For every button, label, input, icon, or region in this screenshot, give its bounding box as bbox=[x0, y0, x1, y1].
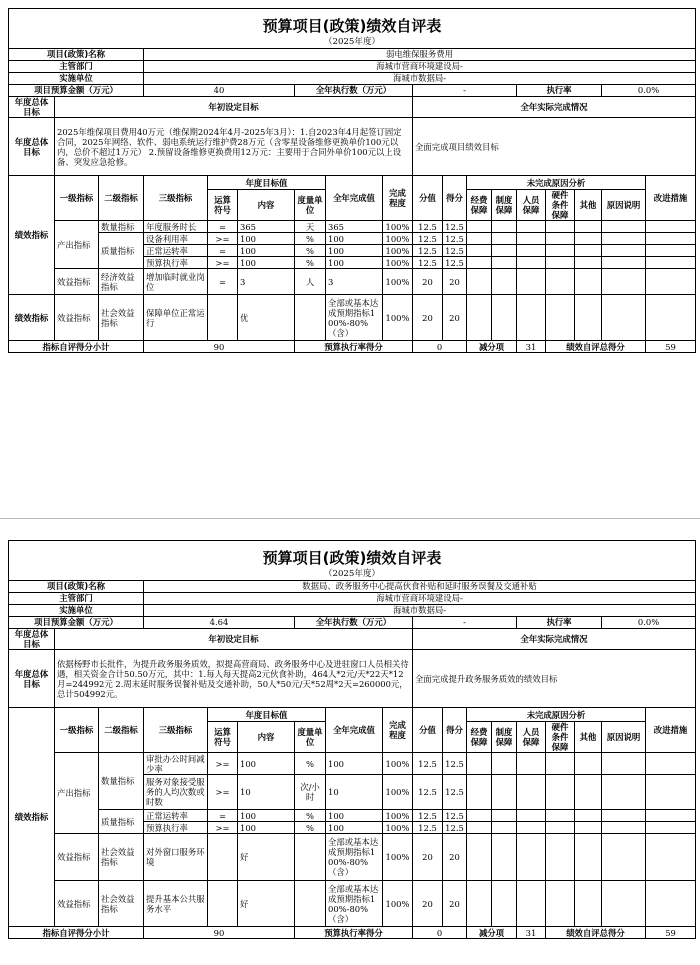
level3-cell: 增加临时就业岗位 bbox=[144, 269, 208, 295]
score-cell: 20 bbox=[443, 295, 467, 341]
level2-cell: 数量指标 bbox=[99, 753, 144, 810]
exec-value: - bbox=[413, 85, 517, 97]
unit-cell bbox=[295, 881, 326, 927]
degree-cell: 100% bbox=[383, 753, 413, 775]
reason-other-header: 其他 bbox=[575, 190, 602, 221]
subtotal-label: 指标自评得分小计 bbox=[9, 341, 144, 353]
form-table bbox=[8, 8, 696, 353]
budget-label: 项目预算金额（万元） bbox=[9, 617, 144, 629]
year-done-header: 全年完成值 bbox=[326, 176, 383, 221]
done-cell: 全部或基本达成预期指标100%-80%（含） bbox=[326, 881, 383, 927]
project-name-label: 项目(政策)名称 bbox=[9, 49, 144, 61]
value-cell: 12.5 bbox=[413, 810, 443, 822]
done-degree-header: 完成程度 bbox=[383, 708, 413, 753]
level3-cell: 对外窗口服务环境 bbox=[144, 834, 208, 881]
level2-cell: 社会效益指标 bbox=[99, 881, 144, 927]
degree-cell: 100% bbox=[383, 295, 413, 341]
year-done-header: 全年完成值 bbox=[326, 708, 383, 753]
degree-cell: 100% bbox=[383, 269, 413, 295]
score-cell: 12.5 bbox=[443, 810, 467, 822]
total-score-label: 绩效自评总得分 bbox=[546, 927, 646, 939]
total-score-value: 59 bbox=[646, 927, 696, 939]
impl-unit-value: 海城市数据局- bbox=[144, 73, 696, 85]
unit-cell: % bbox=[295, 753, 326, 775]
value-cell: 12.5 bbox=[413, 753, 443, 775]
level1-output: 产出指标 bbox=[55, 221, 99, 269]
degree-cell: 100% bbox=[383, 257, 413, 269]
dept-value: 海城市营商环境建设局- bbox=[144, 61, 696, 73]
score-header: 得分 bbox=[443, 176, 467, 221]
reason-desc-header: 原因说明 bbox=[602, 722, 646, 753]
unit-cell: 次/小时 bbox=[295, 775, 326, 810]
op-cell: >= bbox=[208, 257, 238, 269]
form-title: 预算项目(政策)绩效自评表 bbox=[9, 9, 696, 37]
level1-header: 一级指标 bbox=[55, 708, 99, 753]
degree-cell: 100% bbox=[383, 221, 413, 233]
subtotal-label: 指标自评得分小计 bbox=[9, 927, 144, 939]
op-cell: >= bbox=[208, 233, 238, 245]
unit-cell bbox=[295, 295, 326, 341]
budget-score-value: 0 bbox=[413, 927, 467, 939]
score-cell: 12.5 bbox=[443, 233, 467, 245]
form-year: （2025年度） bbox=[9, 568, 696, 581]
unit-cell: % bbox=[295, 233, 326, 245]
deduction-value: 31 bbox=[517, 927, 546, 939]
table-row bbox=[9, 295, 696, 341]
value-cell: 20 bbox=[413, 295, 443, 341]
level2-header: 二级指标 bbox=[99, 176, 144, 221]
exec-label: 全年执行数（万元） bbox=[295, 617, 413, 629]
value-cell: 12.5 bbox=[413, 257, 443, 269]
self-eval-form-2 bbox=[8, 540, 692, 939]
op-header: 运算符号 bbox=[208, 190, 238, 221]
deduction-value: 31 bbox=[517, 341, 546, 353]
score-value-header: 分值 bbox=[413, 708, 443, 753]
perf-indicator-label: 绩效指标 bbox=[9, 708, 55, 927]
content-cell: 365 bbox=[238, 221, 295, 233]
content-cell: 好 bbox=[238, 881, 295, 927]
done-cell: 100 bbox=[326, 257, 383, 269]
perf-indicator-label: 绩效指标 bbox=[9, 176, 55, 295]
reason-fund-header: 经费保障 bbox=[467, 190, 492, 221]
actual-text: 全面完成提升政务服务质效的绩效目标 bbox=[413, 650, 696, 708]
self-eval-form-1 bbox=[8, 8, 692, 353]
done-degree-header: 完成程度 bbox=[383, 176, 413, 221]
exec-label: 全年执行数（万元） bbox=[295, 85, 413, 97]
budget-value: 4.64 bbox=[144, 617, 295, 629]
score-cell: 12.5 bbox=[443, 822, 467, 834]
done-cell: 365 bbox=[326, 221, 383, 233]
target-text: 依据杨野市长批件，为提升政务服务质效，拟提高营商局、政务服务中心及进驻窗口人员相关待遇，相关资金合计50.50万元，其中：1.每人每天提高2元伙食补助，464人*2元/天*22天*12月=244992元 2.周末延时服务误餐补贴及交通补助，50人*50元/天*52周*2天=260000元，总计504992元。 bbox=[55, 650, 413, 708]
content-cell: 100 bbox=[238, 753, 295, 775]
content-cell: 100 bbox=[238, 822, 295, 834]
level2-header: 二级指标 bbox=[99, 708, 144, 753]
project-name-value: 弱电维保服务费用 bbox=[144, 49, 696, 61]
score-cell: 20 bbox=[443, 881, 467, 927]
level2-cell: 数量指标 bbox=[99, 221, 144, 233]
deduction-label: 减分项 bbox=[467, 927, 517, 939]
unit-cell: % bbox=[295, 257, 326, 269]
reason-hw-header: 硬件条件保障 bbox=[546, 190, 575, 221]
year-target-header: 年度目标值 bbox=[208, 176, 326, 190]
level2-cell: 质量指标 bbox=[99, 233, 144, 269]
rate-label: 执行率 bbox=[517, 85, 602, 97]
level3-cell: 预算执行率 bbox=[144, 257, 208, 269]
total-goal-label: 年度总体目标 bbox=[9, 650, 55, 708]
form-table bbox=[8, 540, 696, 939]
op-cell: = bbox=[208, 221, 238, 233]
op-cell: >= bbox=[208, 822, 238, 834]
level1-header: 一级指标 bbox=[55, 176, 99, 221]
improve-header: 改进措施 bbox=[646, 708, 696, 753]
done-cell: 100 bbox=[326, 753, 383, 775]
dept-label: 主管部门 bbox=[9, 593, 144, 605]
budget-score-label: 预算执行率得分 bbox=[295, 341, 413, 353]
done-cell: 100 bbox=[326, 810, 383, 822]
rate-value: 0.0% bbox=[602, 617, 696, 629]
annual-target-header: 年初设定目标 bbox=[55, 97, 413, 118]
total-score-label: 绩效自评总得分 bbox=[546, 341, 646, 353]
score-cell: 20 bbox=[443, 269, 467, 295]
level2-cell: 质量指标 bbox=[99, 810, 144, 834]
op-cell bbox=[208, 295, 238, 341]
score-value-header: 分值 bbox=[413, 176, 443, 221]
total-goal-label: 年度总体目标 bbox=[9, 629, 55, 650]
level3-cell: 审批办公时间减少率 bbox=[144, 753, 208, 775]
degree-cell: 100% bbox=[383, 881, 413, 927]
value-cell: 20 bbox=[413, 881, 443, 927]
exec-value: - bbox=[413, 617, 517, 629]
done-cell: 100 bbox=[326, 233, 383, 245]
rate-value: 0.0% bbox=[602, 85, 696, 97]
unit-header: 度量单位 bbox=[295, 190, 326, 221]
score-cell: 12.5 bbox=[443, 775, 467, 810]
op-cell: >= bbox=[208, 753, 238, 775]
reason-system-header: 制度保障 bbox=[492, 190, 517, 221]
table-row bbox=[9, 810, 696, 822]
content-cell: 100 bbox=[238, 245, 295, 257]
done-cell: 全部或基本达成预期指标100%-80%（含） bbox=[326, 295, 383, 341]
level3-cell: 年度服务时长 bbox=[144, 221, 208, 233]
value-cell: 12.5 bbox=[413, 221, 443, 233]
unit-cell: % bbox=[295, 810, 326, 822]
level1-output: 产出指标 bbox=[55, 753, 99, 834]
total-score-value: 59 bbox=[646, 341, 696, 353]
degree-cell: 100% bbox=[383, 775, 413, 810]
year-target-header: 年度目标值 bbox=[208, 708, 326, 722]
content-cell: 好 bbox=[238, 834, 295, 881]
project-name-label: 项目(政策)名称 bbox=[9, 581, 144, 593]
degree-cell: 100% bbox=[383, 822, 413, 834]
subtotal-value: 90 bbox=[144, 927, 295, 939]
unit-cell bbox=[295, 834, 326, 881]
reason-system-header: 制度保障 bbox=[492, 722, 517, 753]
actual-text: 全面完成项目绩效目标 bbox=[413, 118, 696, 176]
level3-cell: 服务对象接受服务的人均次数或时数 bbox=[144, 775, 208, 810]
content-cell: 优 bbox=[238, 295, 295, 341]
level3-cell: 正常运转率 bbox=[144, 810, 208, 822]
actual-completion-header: 全年实际完成情况 bbox=[413, 629, 696, 650]
value-cell: 12.5 bbox=[413, 822, 443, 834]
content-cell: 100 bbox=[238, 257, 295, 269]
improve-header: 改进措施 bbox=[646, 176, 696, 221]
form-year: （2025年度） bbox=[9, 36, 696, 49]
score-cell: 12.5 bbox=[443, 257, 467, 269]
op-cell: = bbox=[208, 810, 238, 822]
done-cell: 10 bbox=[326, 775, 383, 810]
level1-effect: 效益指标 bbox=[55, 269, 99, 295]
deduction-label: 减分项 bbox=[467, 341, 517, 353]
degree-cell: 100% bbox=[383, 233, 413, 245]
level3-cell: 提升基本公共服务水平 bbox=[144, 881, 208, 927]
budget-value: 40 bbox=[144, 85, 295, 97]
content-cell: 3 bbox=[238, 269, 295, 295]
done-cell: 100 bbox=[326, 822, 383, 834]
op-cell bbox=[208, 881, 238, 927]
reason-analysis-header: 未完成原因分析 bbox=[467, 176, 646, 190]
score-header: 得分 bbox=[443, 708, 467, 753]
table-row bbox=[9, 221, 696, 233]
level2-cell: 社会效益指标 bbox=[99, 295, 144, 341]
level1-effect: 效益指标 bbox=[55, 881, 99, 927]
total-goal-label: 年度总体目标 bbox=[9, 118, 55, 176]
impl-unit-label: 实施单位 bbox=[9, 605, 144, 617]
budget-label: 项目预算金额（万元） bbox=[9, 85, 144, 97]
op-cell: = bbox=[208, 245, 238, 257]
dept-label: 主管部门 bbox=[9, 61, 144, 73]
impl-unit-label: 实施单位 bbox=[9, 73, 144, 85]
level3-header: 三级指标 bbox=[144, 708, 208, 753]
table-row bbox=[9, 834, 696, 881]
value-cell: 12.5 bbox=[413, 233, 443, 245]
level3-cell: 正常运转率 bbox=[144, 245, 208, 257]
level1-effect: 效益指标 bbox=[55, 295, 99, 341]
project-name-value: 数据局、政务服务中心提高伙食补贴和延时服务误餐及交通补贴 bbox=[144, 581, 696, 593]
actual-completion-header: 全年实际完成情况 bbox=[413, 97, 696, 118]
done-cell: 全部或基本达成预期指标100%-80%（含） bbox=[326, 834, 383, 881]
page-separator bbox=[0, 518, 700, 519]
content-header: 内容 bbox=[238, 190, 295, 221]
content-header: 内容 bbox=[238, 722, 295, 753]
unit-header: 度量单位 bbox=[295, 722, 326, 753]
level2-cell: 社会效益指标 bbox=[99, 834, 144, 881]
subtotal-value: 90 bbox=[144, 341, 295, 353]
degree-cell: 100% bbox=[383, 834, 413, 881]
level3-cell: 预算执行率 bbox=[144, 822, 208, 834]
annual-target-header: 年初设定目标 bbox=[55, 629, 413, 650]
level3-cell: 设备利用率 bbox=[144, 233, 208, 245]
perf-indicator-label: 绩效指标 bbox=[9, 295, 55, 341]
reason-desc-header: 原因说明 bbox=[602, 190, 646, 221]
op-header: 运算符号 bbox=[208, 722, 238, 753]
value-cell: 12.5 bbox=[413, 245, 443, 257]
reason-hw-header: 硬件条件保障 bbox=[546, 722, 575, 753]
score-cell: 12.5 bbox=[443, 753, 467, 775]
impl-unit-value: 海城市数据局- bbox=[144, 605, 696, 617]
reason-staff-header: 人员保障 bbox=[517, 722, 546, 753]
target-text: 2025年维保项目费用40万元（维保期2024年4月-2025年3月）：1.自2023年4月起签订固定合同，2025年网络、软件、弱电系统运行维护费28万元（含零星设备维修更换单价100元以内，总价不超过1万元） 2.预留设备维修更换费用12万元：主要用于合同外单价100元以上设备、突发应急抢修。 bbox=[55, 118, 413, 176]
content-cell: 100 bbox=[238, 810, 295, 822]
reason-analysis-header: 未完成原因分析 bbox=[467, 708, 646, 722]
table-row bbox=[9, 753, 696, 775]
degree-cell: 100% bbox=[383, 245, 413, 257]
unit-cell: % bbox=[295, 245, 326, 257]
unit-cell: % bbox=[295, 822, 326, 834]
value-cell: 12.5 bbox=[413, 775, 443, 810]
op-cell: = bbox=[208, 269, 238, 295]
reason-fund-header: 经费保障 bbox=[467, 722, 492, 753]
value-cell: 20 bbox=[413, 269, 443, 295]
content-cell: 10 bbox=[238, 775, 295, 810]
done-cell: 100 bbox=[326, 245, 383, 257]
form-title: 预算项目(政策)绩效自评表 bbox=[9, 541, 696, 569]
table-row bbox=[9, 233, 696, 245]
level2-cell: 经济效益指标 bbox=[99, 269, 144, 295]
degree-cell: 100% bbox=[383, 810, 413, 822]
budget-score-label: 预算执行率得分 bbox=[295, 927, 413, 939]
done-cell: 3 bbox=[326, 269, 383, 295]
table-row bbox=[9, 881, 696, 927]
reason-staff-header: 人员保障 bbox=[517, 190, 546, 221]
level3-cell: 保障单位正常运行 bbox=[144, 295, 208, 341]
unit-cell: 人 bbox=[295, 269, 326, 295]
content-cell: 100 bbox=[238, 233, 295, 245]
budget-score-value: 0 bbox=[413, 341, 467, 353]
table-row bbox=[9, 269, 696, 295]
dept-value: 海城市营商环境建设局- bbox=[144, 593, 696, 605]
reason-other-header: 其他 bbox=[575, 722, 602, 753]
op-cell bbox=[208, 834, 238, 881]
level3-header: 三级指标 bbox=[144, 176, 208, 221]
value-cell: 20 bbox=[413, 834, 443, 881]
total-goal-label: 年度总体目标 bbox=[9, 97, 55, 118]
rate-label: 执行率 bbox=[517, 617, 602, 629]
op-cell: >= bbox=[208, 775, 238, 810]
unit-cell: 天 bbox=[295, 221, 326, 233]
score-cell: 20 bbox=[443, 834, 467, 881]
level1-effect: 效益指标 bbox=[55, 834, 99, 881]
score-cell: 12.5 bbox=[443, 245, 467, 257]
score-cell: 12.5 bbox=[443, 221, 467, 233]
